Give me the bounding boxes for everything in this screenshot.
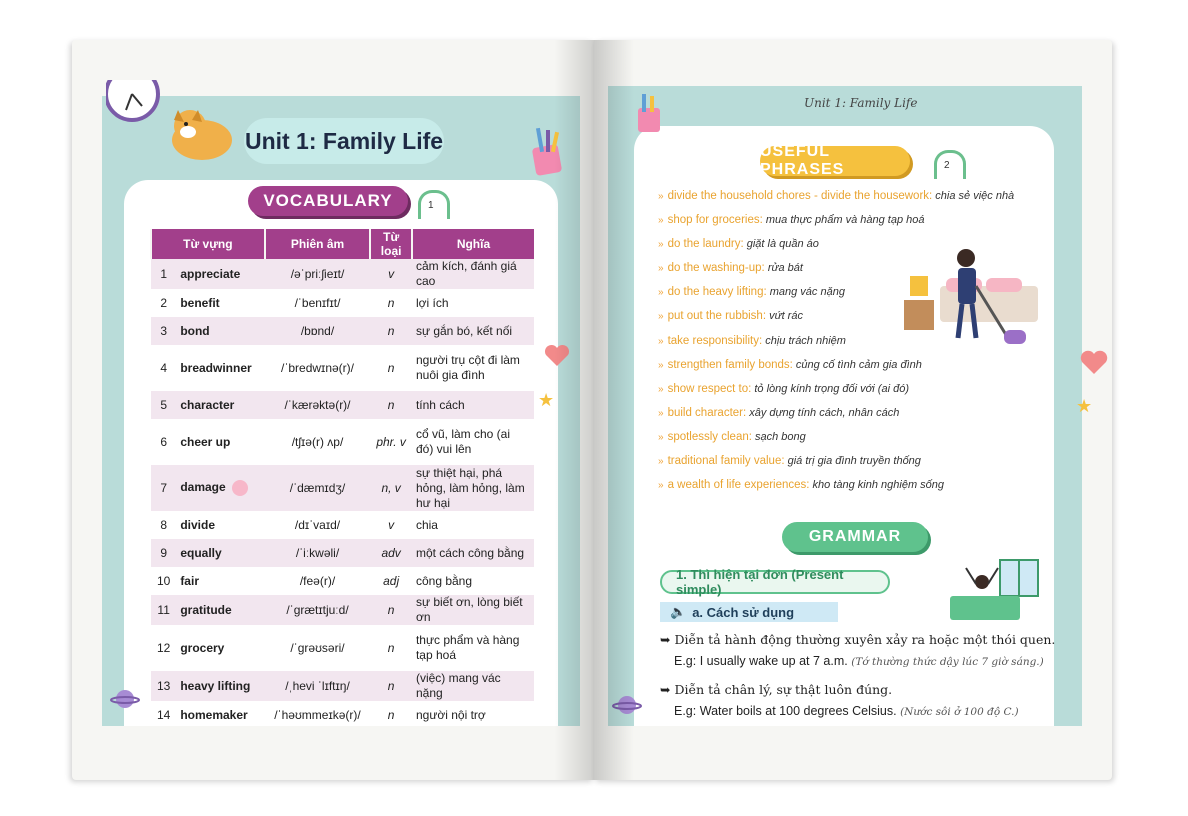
bullet-icon: » [658,383,664,395]
phrase-vietnamese: vứt rác [769,310,803,323]
table-row [151,595,534,625]
useful-phrases-heading: USEFUL PHRASES [760,146,910,176]
column-header-pos: Từ loại [370,229,412,259]
phrase-english: divide the household chores - divide the housework: [667,190,933,202]
table-row [151,625,534,671]
row-ipa: /ˌhevi ˈlɪftɪŋ/ [265,671,371,701]
column-header-word: Từ vựng [151,229,265,259]
row-pos: v [370,259,412,289]
row-number: 12 [156,641,171,655]
row-word: benefit [180,296,220,310]
spine-shadow [594,40,634,780]
list-item [658,407,1078,431]
row-meaning: cổ vũ, làm cho (ai đó) vui lên [415,427,511,456]
row-ipa: /ˈɡrəʊsəri/ [290,641,345,655]
pencil-cup-icon [634,94,664,134]
row-pos: n [387,708,395,722]
vacuum-cleaning-illustration-icon [900,246,1040,356]
table-row [151,465,534,511]
row-meaning: sự thiệt hại, phá hỏng, làm hỏng, làm hư hại [412,465,534,511]
table-row [151,539,534,567]
row-number: 9 [151,539,176,567]
running-head: Unit 1: Family Life [804,96,918,110]
row-ipa: /ˈkærəktə(r)/ [265,391,371,419]
row-word: heavy lifting [176,671,264,701]
row-number: 13 [151,671,176,701]
row-word: character [176,391,264,419]
row-word: appreciate [176,259,264,289]
row-number: 8 [160,518,167,532]
row-meaning: sự gắn bó, kết nối [412,317,534,345]
row-pos: n, v [370,465,412,511]
subsection-title [660,602,838,622]
table-row [151,345,534,391]
row-pos: n [370,391,412,419]
row-meaning: cảm kích, đánh giá cao [412,259,534,289]
row-pos: v [388,518,395,532]
dog-illustration-icon [168,102,240,166]
star-icon: ★ [1076,396,1093,416]
unit-title: Unit 1: Family Life [244,118,444,164]
phrase-english: do the laundry: [667,238,744,251]
phrase-vietnamese: mang vác nặng [769,286,845,299]
row-meaning: công bằng [415,573,473,588]
phrase-english: spotlessly clean: [667,430,752,443]
row-pos: adv [370,539,412,567]
waking-up-illustration-icon [946,558,1042,628]
row-number: 4 [160,361,167,375]
row-ipa: /bɒnd/ [265,317,371,345]
phrase-vietnamese: chịu trách nhiệm [765,334,846,347]
table-row [151,391,534,419]
phrase-vietnamese: tỏ lòng kính trọng đối với (ai đó) [754,382,909,395]
phrase-english: do the heavy lifting: [667,286,767,299]
row-meaning: (việc) mang vác nặng [412,671,534,701]
bullet-icon: » [658,480,664,492]
row-meaning: người trụ cột đi làm nuôi gia đình [415,353,520,382]
bullet-icon: » [658,335,664,347]
row-word: fair [180,574,199,588]
row-ipa: /əˈpriːʃieɪt/ [265,259,371,289]
row-meaning: tính cách [412,391,534,419]
phrase-vietnamese: rửa bát [767,262,803,275]
list-item [658,359,1078,383]
example-label: E.g: [674,654,697,668]
row-word: equally [176,539,264,567]
subsection-title-text: a. Cách sử dụng [692,604,795,620]
cat-sticker-icon [232,480,248,496]
row-ipa: /ˈiːkwəli/ [265,539,371,567]
bullet-icon: » [658,359,664,371]
table-row [151,701,534,729]
row-ipa: /feə(r)/ [299,574,336,588]
row-number: 11 [151,595,176,625]
bullet-icon: » [658,191,664,202]
list-item [658,455,1078,479]
row-ipa: /ˈhəʊmmeɪkə(r)/ [274,708,361,722]
vocabulary-heading: VOCABULARY [248,186,408,216]
table-row [151,671,534,701]
open-book [72,40,1112,780]
phrase-english: show respect to: [667,382,752,395]
phrase-vietnamese: chia sẻ việc nhà [935,190,1015,202]
column-header-ipa: Phiên âm [265,229,371,259]
row-meaning: một cách công bằng [412,539,534,567]
phrase-vietnamese: kho tàng kinh nghiệm sống [812,479,945,492]
phrase-english: traditional family value: [667,455,785,468]
row-ipa: /dɪˈvaɪd/ [294,518,341,532]
example-line [674,654,1044,668]
grammar-heading: GRAMMAR [782,522,928,552]
row-pos: n [387,296,395,310]
star-icon: ★ [538,390,555,410]
row-ipa: /ˈɡrætɪtjuːd/ [265,595,371,625]
row-word-text: damage [180,480,226,495]
example-sentence: Water boils at 100 degrees Celsius. [699,704,897,718]
row-pos: n [387,641,395,655]
bullet-icon: » [658,431,664,443]
table-row [151,567,534,595]
list-item [658,383,1078,407]
dash-bullet-icon: ➥ [660,632,675,647]
row-number: 5 [151,391,176,419]
list-item [658,479,1078,503]
rule-line [660,682,892,697]
phrase-vietnamese: củng cố tình cảm gia đình [795,358,922,371]
phrase-vietnamese: giặt là quần áo [746,238,819,251]
row-word: breadwinner [180,361,252,375]
bullet-icon: » [658,407,664,419]
row-meaning: sự biết ơn, lòng biết ơn [412,595,534,625]
headphones-icon[interactable] [418,190,450,219]
section-title: 1. Thì hiện tại đơn (Present simple) [660,570,890,594]
heart-icon [1080,350,1108,376]
list-item [658,214,1078,238]
example-translation: (Tớ thường thức dậy lúc 7 giờ sáng.) [851,656,1044,668]
row-number: 2 [160,296,167,310]
table-row [151,511,534,539]
row-pos: adj [383,574,400,588]
row-ipa: /ˈdæmɪdʒ/ [265,465,371,511]
phrase-english: do the washing-up: [667,262,765,275]
row-word: cheer up [180,435,231,449]
table-header-row [151,229,534,259]
row-word: bond [176,317,264,345]
row-ipa: /ˈbredwɪnə(r)/ [281,361,354,375]
headphones-icon[interactable] [934,150,966,179]
planet-icon [110,688,140,710]
example-label: E.g: [674,704,697,718]
row-meaning: lợi ích [415,295,449,310]
row-word [176,465,264,511]
table-row [151,289,534,317]
row-word: homemaker [180,708,248,722]
table-row [151,419,534,465]
left-page [72,40,594,780]
speaker-icon: 🔈 [670,604,687,619]
phrase-english: take responsibility: [667,334,763,347]
rule-line [660,632,1055,647]
list-item [658,190,1078,214]
rule-text: Diễn tả hành động thường xuyên xảy ra hoặc một thói quen. [674,632,1056,647]
bullet-icon: » [658,456,664,468]
row-meaning: chia [415,517,438,532]
phrase-vietnamese: giá trị gia đình truyền thống [787,455,921,468]
bullet-icon: » [658,263,664,275]
dash-bullet-icon: ➥ [660,682,675,697]
example-translation: (Nước sôi ở 100 độ C.) [900,706,1019,718]
right-page [594,40,1112,780]
row-ipa: /tʃɪə(r) ʌp/ [291,435,344,449]
rule-text: Diễn tả chân lý, sự thật luôn đúng. [674,682,893,697]
vocabulary-table [150,229,534,729]
phrase-english: build character: [667,406,747,419]
row-meaning: người nội trợ [415,707,486,722]
phrase-vietnamese: sạch bong [755,430,806,443]
list-item [658,431,1078,455]
row-meaning: thực phẩm và hàng tạp hoá [415,633,520,662]
row-number: 7 [151,465,176,511]
row-ipa: /ˈbenɪfɪt/ [294,296,341,310]
row-word: divide [180,518,215,532]
row-number: 6 [160,435,167,449]
row-number: 10 [156,574,171,588]
bullet-icon: » [658,311,664,323]
audio-track-number: 2 [944,160,950,171]
phrase-english: shop for groceries: [667,214,763,227]
phrase-english: a wealth of life experiences: [667,479,810,492]
phrase-vietnamese: xây dựng tính cách, nhân cách [749,406,900,419]
row-number: 14 [156,708,171,722]
row-number: 1 [151,259,176,289]
row-pos: n [370,317,412,345]
column-header-meaning: Nghĩa [412,229,534,259]
row-pos: phr. v [376,435,406,449]
example-sentence: I usually wake up at 7 a.m. [699,654,848,668]
row-pos: n [370,671,412,701]
spine-shadow [554,40,594,780]
row-pos: n [370,595,412,625]
example-line [674,704,1019,718]
phrase-english: strengthen family bonds: [667,358,793,371]
audio-track-number: 1 [428,200,434,211]
bullet-icon: » [658,215,664,227]
table-row [151,317,534,345]
row-pos: n [387,361,395,375]
bullet-icon: » [658,287,664,299]
row-word: gratitude [176,595,264,625]
phrase-vietnamese: mua thực phẩm và hàng tạp hoá [765,214,925,227]
row-word: grocery [180,641,225,655]
row-number: 3 [151,317,176,345]
bullet-icon: » [658,239,664,251]
table-row [151,259,534,289]
clock-icon [106,80,162,124]
phrase-english: put out the rubbish: [667,310,767,323]
